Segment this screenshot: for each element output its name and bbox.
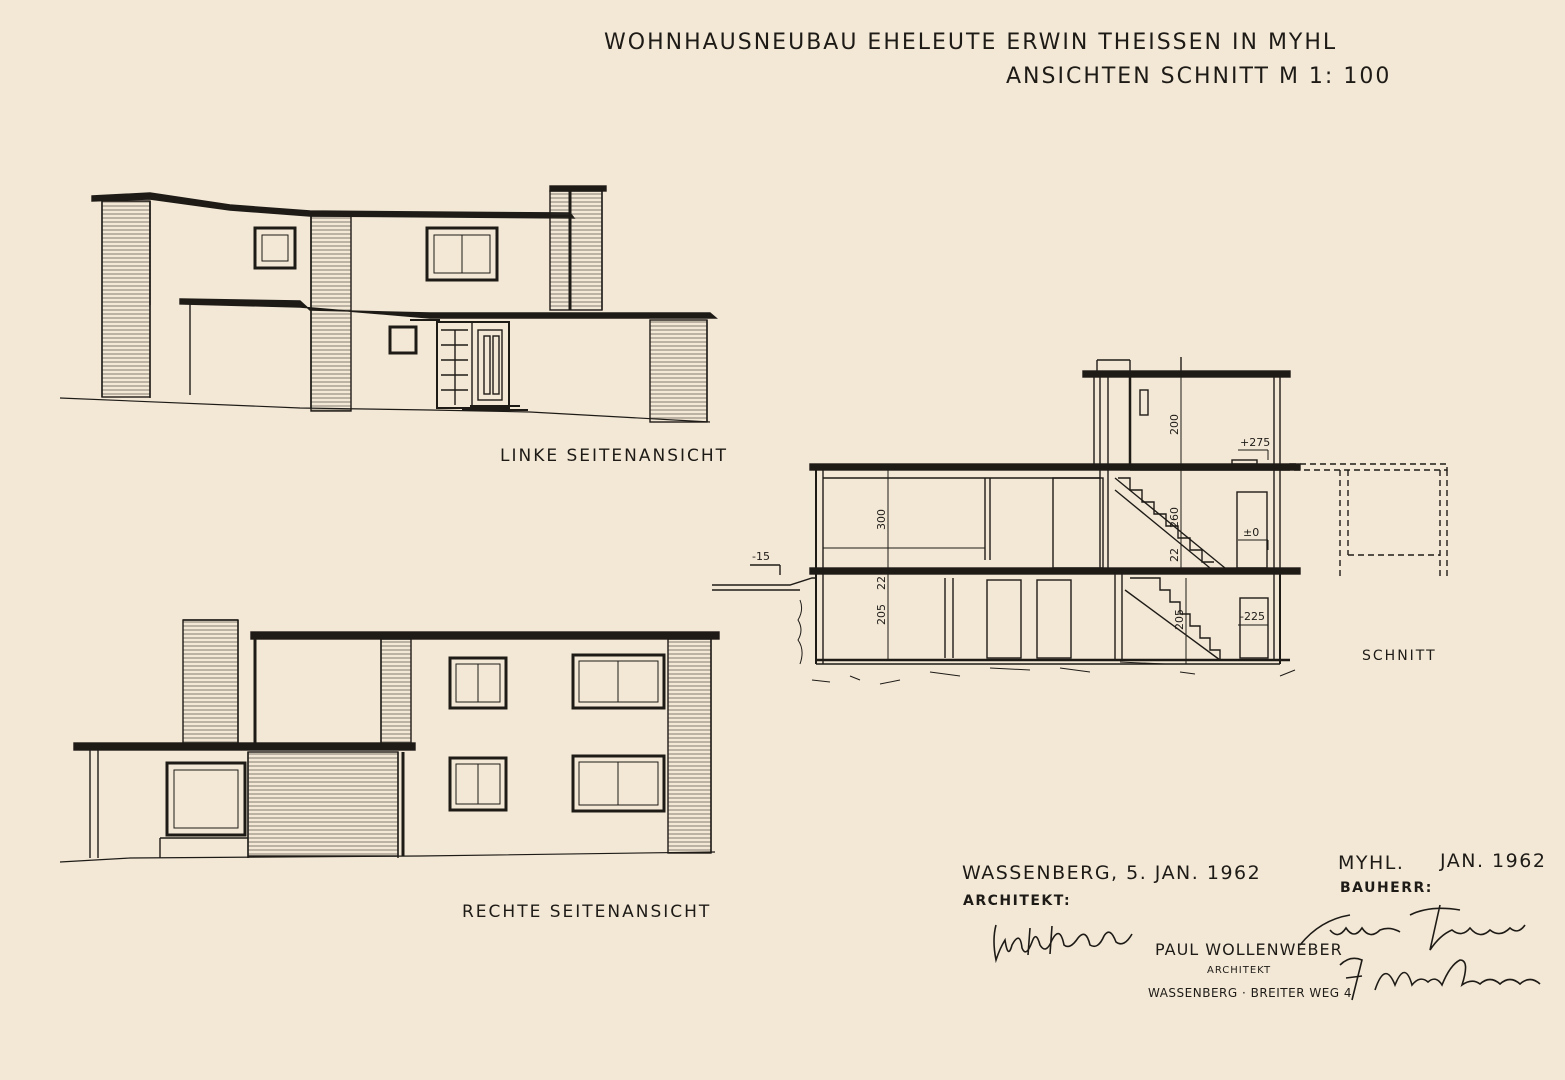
left-side-elevation xyxy=(60,186,716,422)
section-label: SCHNITT xyxy=(1362,648,1437,664)
dim-height-cellar-stair: 205 xyxy=(1173,609,1186,630)
architect-stamp-name: PAUL WOLLENWEBER xyxy=(1155,940,1343,959)
architect-stamp-title: ARCHITEKT xyxy=(1207,965,1272,976)
architect-place-date: WASSENBERG, 5. JAN. 1962 xyxy=(962,862,1262,884)
dim-level-cellar: -225 xyxy=(1240,610,1265,623)
dim-height-upper: 200 xyxy=(1168,414,1181,435)
right-side-elevation xyxy=(60,620,719,862)
dim-level-ground: ±0 xyxy=(1243,526,1260,539)
dim-height-stair: 260 xyxy=(1168,507,1181,528)
architect-signature xyxy=(994,925,1132,960)
owner-place: MYHL. xyxy=(1338,852,1405,874)
dim-height-ground: 300 xyxy=(875,509,888,530)
left-elevation-label: LINKE SEITENANSICHT xyxy=(500,446,729,466)
dim-level-upper: +275 xyxy=(1240,436,1271,449)
section-dimensions xyxy=(752,414,1270,630)
dim-slab-a: 22 xyxy=(875,576,888,590)
drawing-title-line2: ANSICHTEN SCHNITT M 1: 100 xyxy=(1006,64,1392,89)
dim-slab-b: 22 xyxy=(1168,548,1181,562)
architect-stamp-address: WASSENBERG · BREITER WEG 4 xyxy=(1148,986,1353,1000)
architect-role: ARCHITEKT: xyxy=(963,893,1072,909)
right-elevation-label: RECHTE SEITENANSICHT xyxy=(462,902,712,922)
owner-date: JAN. 1962 xyxy=(1440,850,1547,872)
dim-height-cellar: 205 xyxy=(875,604,888,625)
dim-level-outside: -15 xyxy=(752,550,770,563)
drawing-title-line1: WOHNHAUSNEUBAU EHELEUTE ERWIN THEISSEN IN MYHL xyxy=(604,30,1338,55)
section-drawing xyxy=(712,357,1447,684)
owner-role: BAUHERR: xyxy=(1340,880,1433,896)
